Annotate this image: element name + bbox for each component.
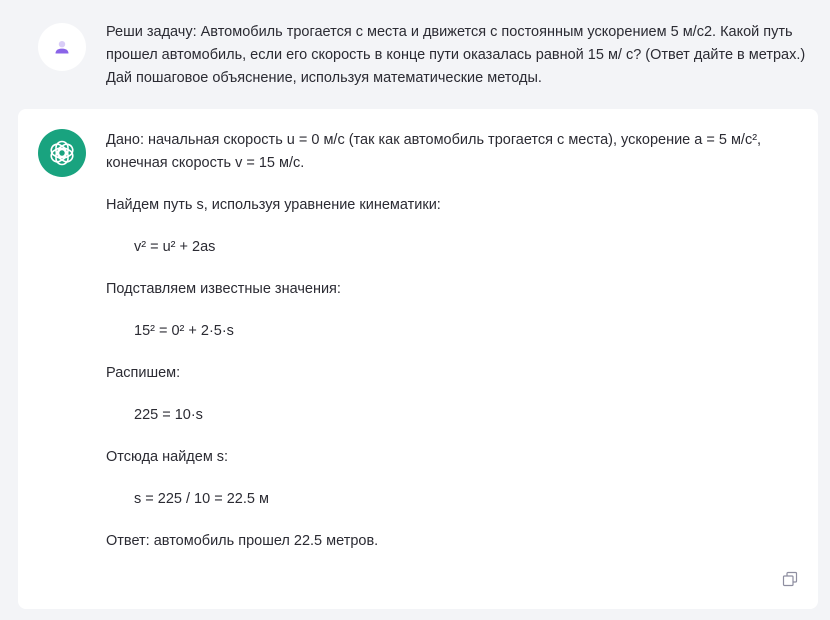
method-paragraph: Найдем путь s, используя уравнение кинематики: bbox=[106, 197, 441, 213]
openai-logo-icon bbox=[47, 138, 77, 168]
user-icon bbox=[54, 39, 70, 55]
formula-substituted: 15² = 0² + 2·5·s bbox=[134, 323, 234, 339]
assistant-message bbox=[18, 109, 818, 609]
user-message-text: Реши задачу: Автомобиль трогается с места и движется с постоянным ускорением 5 м/с2. Какой путь прошел автомобиль, если его скорость в конце пути оказалась равной 15 м/ с? (Ответ дайте в метрах.) Дай пошаговое объяснение, используя математические методы. bbox=[106, 24, 806, 86]
given-paragraph: Дано: начальная скорость u = 0 м/с (так как автомобиль трогается с места), ускорение a = 5 м/с², конечная скорость v = 15 м/с. bbox=[106, 132, 762, 171]
formula-result: s = 225 / 10 = 22.5 м bbox=[134, 491, 269, 507]
assistant-avatar bbox=[38, 129, 86, 177]
copy-button[interactable] bbox=[780, 569, 800, 589]
user-message bbox=[0, 0, 830, 108]
assistant-message-body bbox=[106, 129, 796, 572]
substitute-paragraph: Подставляем известные значения: bbox=[106, 281, 341, 297]
expand-paragraph: Распишем: bbox=[106, 365, 181, 381]
formula-kinematics: v² = u² + 2as bbox=[134, 239, 216, 255]
user-avatar bbox=[38, 23, 86, 71]
solve-paragraph: Отсюда найдем s: bbox=[106, 449, 229, 465]
answer-paragraph: Ответ: автомобиль прошел 22.5 метров. bbox=[106, 533, 379, 549]
copy-icon bbox=[782, 571, 798, 587]
formula-expanded: 225 = 10·s bbox=[134, 407, 203, 423]
